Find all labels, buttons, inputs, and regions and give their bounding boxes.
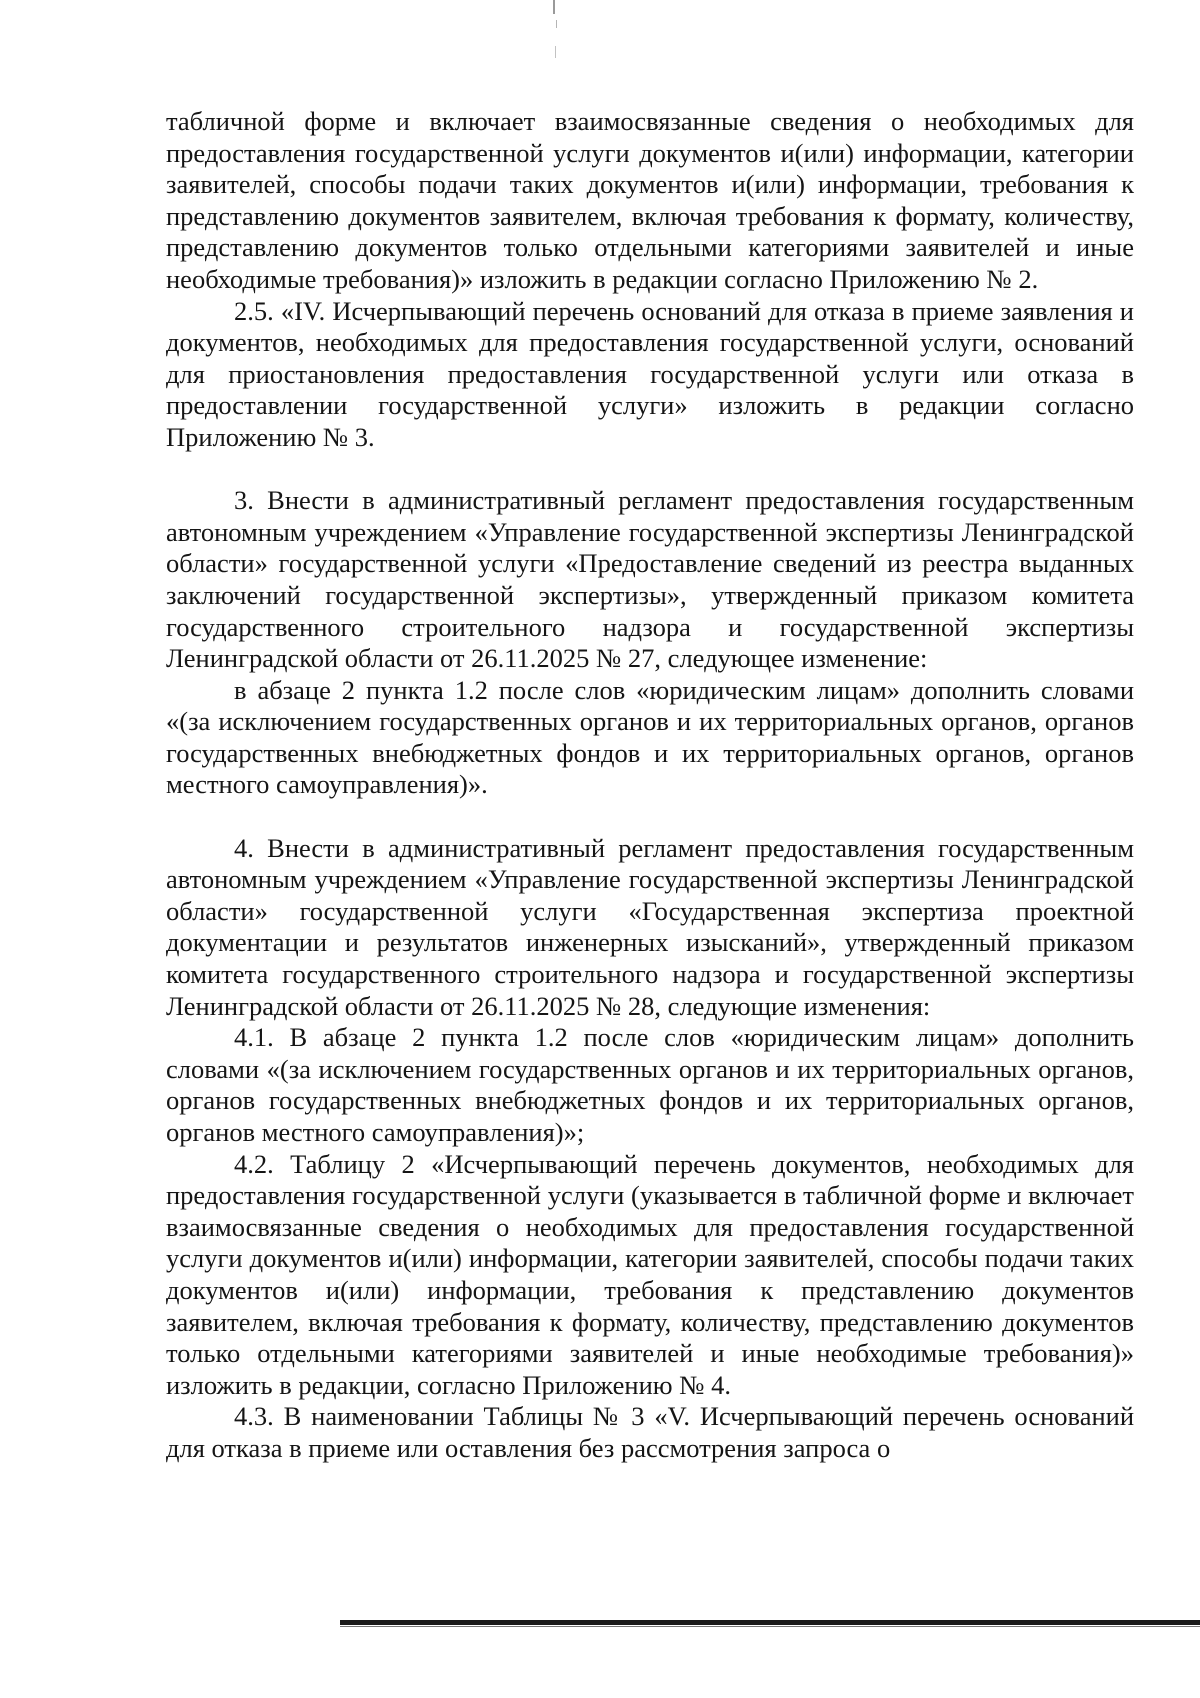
paragraph-gap <box>166 801 1134 833</box>
scan-artifact-top <box>553 0 555 14</box>
scan-artifact-mid <box>556 20 557 28</box>
scan-bottom-edge-shadow <box>340 1626 1200 1627</box>
paragraph-4-3: 4.3. В наименовании Таблицы № 3 «V. Исчерпывающий перечень оснований для отказа в приеме или оставления без рассмотрения запроса о <box>166 1401 1134 1463</box>
paragraph-2-5: 2.5. «IV. Исчерпывающий перечень оснований для отказа в приеме заявления и документов, необходимых для предоставления государственной услуги, оснований для приостановления предоставления государственной услуги или отказа в предоставлении государственной услуги» изложить в редакции согласно Приложению № 3. <box>166 295 1134 452</box>
paragraph-4-2: 4.2. Таблицу 2 «Исчерпывающий перечень документов, необходимых для предоставления государственной услуги (указывается в табличной форме и включает взаимосвязанные сведения о необходимых для предоставления государственной услуги документов и(или) информации, категории заявителей, способы подачи таких документов и(или) информации, требования к представлению документов заявителем, включая требования к формату, количеству, представлению документов только отдельными категориями заявителей и иные необходимые требования)» изложить в редакции, согласно Приложению № 4. <box>166 1148 1134 1400</box>
paragraph-3-amendment: в абзаце 2 пункта 1.2 после слов «юридическим лицам» дополнить словами «(за исключением государственных органов и их территориальных органов, органов государственных внебюджетных фондов и их территориальных органов, органов местного самоуправления)». <box>166 674 1134 800</box>
scan-bottom-edge <box>340 1620 1200 1625</box>
paragraph-3: 3. Внести в административный регламент предоставления государственным автономным учреждением «Управление государственной экспертизы Ленинградской области» государственной услуги «Предоставление сведений из реестра выданных заключений государственной экспертизы», утвержденный приказом комитета государственного строительного надзора и государственной экспертизы Ленинградской области от 26.11.2025 № 27, следующее изменение: <box>166 485 1134 674</box>
document-body <box>166 106 1134 1465</box>
paragraph-4-1: 4.1. В абзаце 2 пункта 1.2 после слов «юридическим лицам» дополнить словами «(за исключением государственных органов и их территориальных органов, органов государственных внебюджетных фондов и их территориальных органов, органов местного самоуправления)»; <box>166 1022 1134 1147</box>
paragraph-4: 4. Внести в административный регламент предоставления государственным автономным учреждением «Управление государственной экспертизы Ленинградской области» государственной услуги «Государственная экспертиза проектной документации и результатов инженерных изысканий», утвержденный приказом комитета государственного строительного надзора и государственной экспертизы Ленинградской области от 26.11.2025 № 28, следующие изменения: <box>166 832 1134 1021</box>
paragraph-gap <box>166 454 1134 486</box>
scan-artifact-low <box>555 46 556 58</box>
paragraph-continuation: табличной форме и включает взаимосвязанные сведения о необходимых для предоставления государственной услуги документов и(или) информации, категории заявителей, способы подачи таких документов и(или) информации, требования к представлению документов заявителем, включая требования к формату, количеству, представлению документов только отдельными категориями заявителей и иные необходимые требования)» изложить в редакции согласно Приложению № 2. <box>166 106 1134 294</box>
